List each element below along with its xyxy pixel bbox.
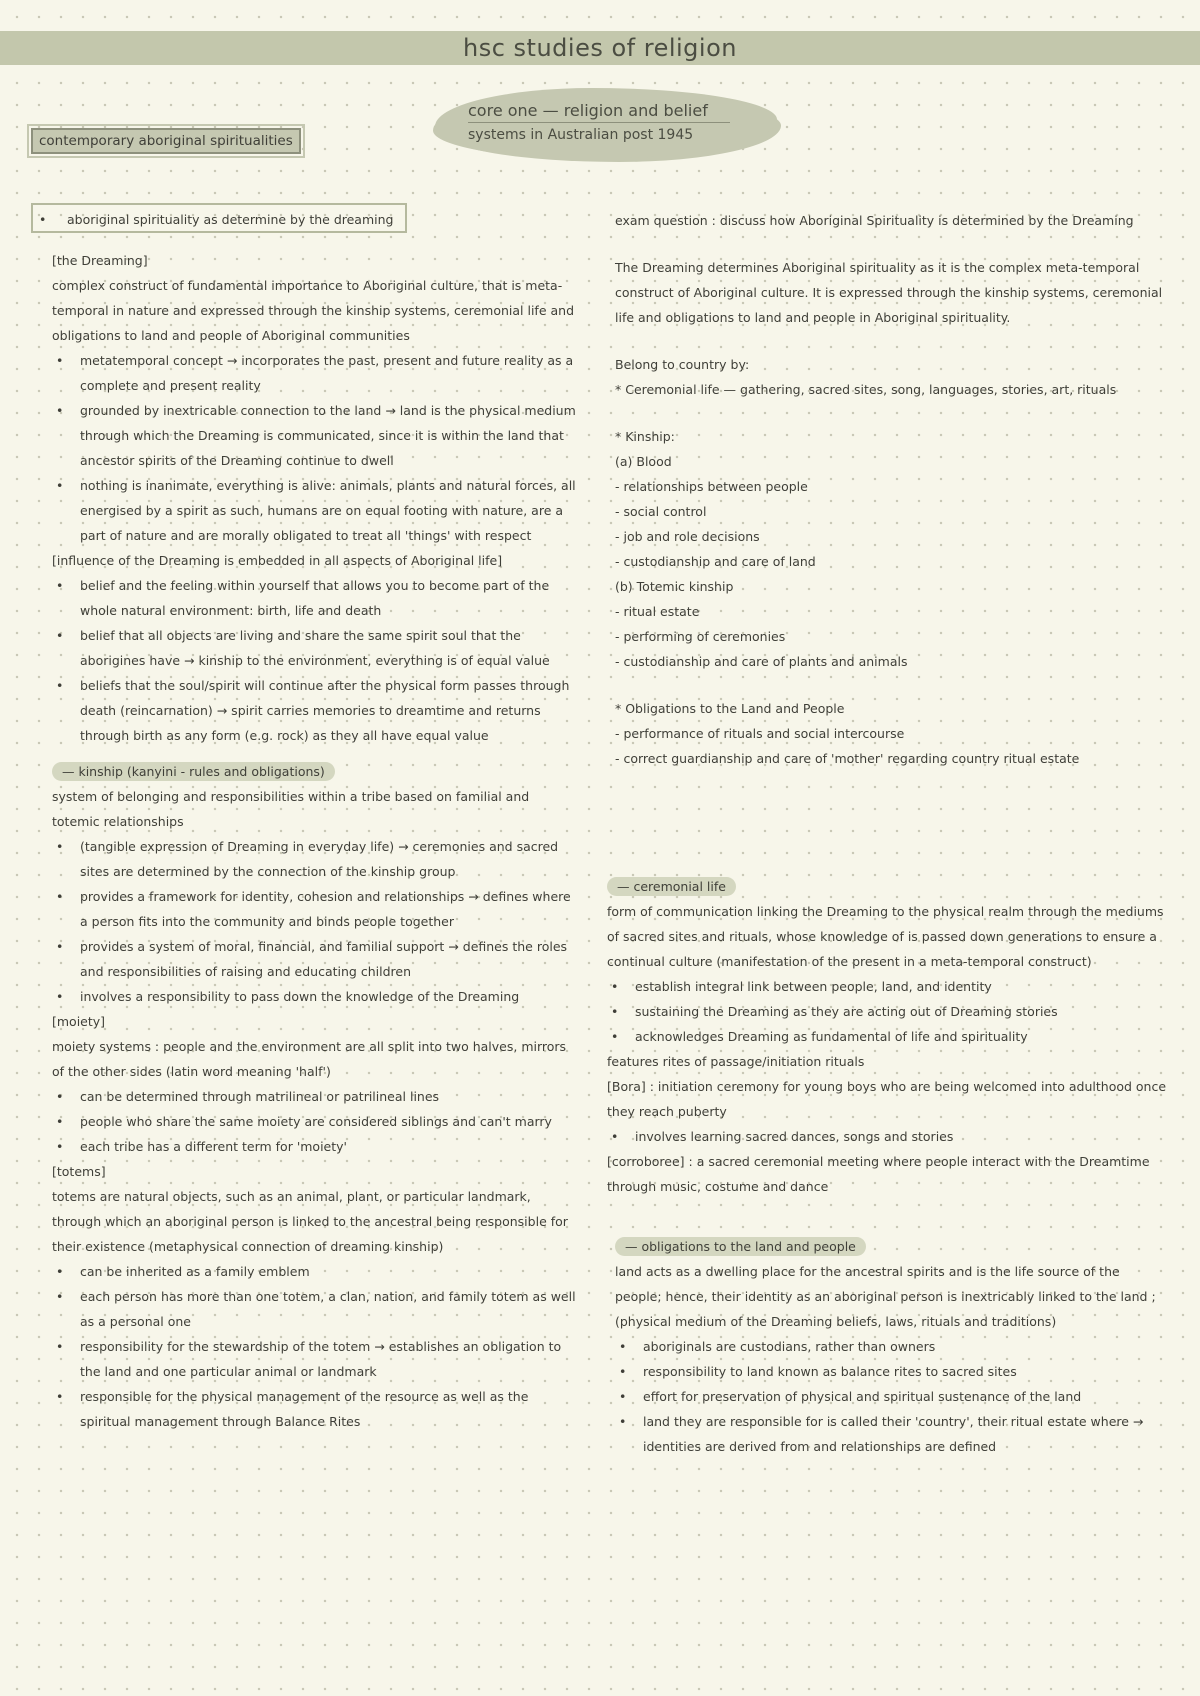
exam-question: exam question : discuss how Aboriginal Spirituality is determined by the Dreaming — [615, 213, 1134, 228]
moiety-tag: [moiety] — [52, 1014, 106, 1029]
kinship-line: (b) Totemic kinship — [615, 579, 734, 594]
page-title: hsc studies of religion — [0, 31, 1200, 65]
belong-ceremonial: * Ceremonial life — gathering, sacred sites, song, languages, stories, art, rituals — [615, 382, 1117, 397]
list-item: • each tribe has a different term for 'moiety' — [52, 1134, 580, 1159]
kinship-definition: system of belonging and responsibilities within a tribe based on familial and totemic relationships — [52, 789, 530, 829]
bullet-icon: • — [39, 212, 47, 227]
ceremonial-points — [607, 974, 1170, 1049]
list-item: • establish integral link between people, land, and identity — [607, 974, 1170, 999]
list-item: • (tangible expression of Dreaming in everyday life) → ceremonies and sacred sites are determined by the connection of the kinship group — [52, 834, 580, 884]
influence-points — [52, 573, 580, 748]
kinship-line: (a) Blood — [615, 454, 672, 469]
moiety-definition: moiety systems : people and the environment are all split into two halves, mirrors of the other sides (latin word meaning 'half') — [52, 1039, 567, 1079]
list-item: • effort for preservation of physical and spiritual sustenance of the land — [615, 1384, 1170, 1409]
land-points — [615, 1334, 1170, 1459]
list-item: • responsible for the physical management of the resource as well as the spiritual management through Balance Rites — [52, 1384, 580, 1434]
right-column — [607, 208, 1170, 1459]
kinship-line: - ritual estate — [615, 604, 700, 619]
list-item: • sustaining the Dreaming as they are acting out of Dreaming stories — [607, 999, 1170, 1024]
list-item: • responsibility to land known as balance rites to sacred sites — [615, 1359, 1170, 1384]
totems-definition: totems are natural objects, such as an animal, plant, or particular landmark, through which an aboriginal person is linked to the ancestral being responsible for their existence (metaphysical connection of dreaming kinship) — [52, 1189, 568, 1254]
list-item: • nothing is inanimate, everything is alive: animals, plants and natural forces, all energised by a spirit as such, humans are on equal footing with nature, are a part of nature and are morally obligated to treat all 'things' with respect — [52, 473, 580, 548]
dreaming-points — [52, 348, 580, 548]
list-item: • aboriginals are custodians, rather than owners — [615, 1334, 1170, 1359]
exam-answer: The Dreaming determines Aboriginal spirituality as it is the complex meta-temporal construct of Aboriginal culture. It is expressed through the kinship systems, ceremonial life and obligations to land and people in Aboriginal spirituality. — [615, 260, 1163, 325]
bora-points — [607, 1124, 1170, 1149]
list-item: • land they are responsible for is called their 'country', their ritual estate where → identities are derived from and relationships are defined — [615, 1409, 1170, 1459]
list-item: • beliefs that the soul/spirit will continue after the physical form passes through death (reincarnation) → spirit carries memories to dreamtime and returns through birth as any form (e.g. rock) as they all have equal value — [52, 673, 580, 748]
core-heading — [468, 100, 730, 146]
bora-line: [Bora] : initiation ceremony for young boys who are being welcomed into adulthood once they reach puberty — [607, 1079, 1167, 1119]
dreaming-definition: complex construct of fundamental importance to Aboriginal culture, that is meta-temporal in nature and expressed through the kinship systems, ceremonial life and obligations to land and people of Aboriginal communities — [52, 278, 575, 343]
list-item: • belief that all objects are living and share the same spirit soul that the aborigines have → kinship to the environment, everything is of equal value — [52, 623, 580, 673]
totems-points — [52, 1259, 580, 1434]
list-item: • can be determined through matrilineal or patrilineal lines — [52, 1084, 580, 1109]
list-item: • responsibility for the stewardship of the totem → establishes an obligation to the land and one particular animal or landmark — [52, 1334, 580, 1384]
kinship-line: - job and role decisions — [615, 529, 760, 544]
section-title-box — [31, 128, 301, 154]
kinship-line: - relationships between people — [615, 479, 808, 494]
kinship-line: * Kinship: — [615, 429, 675, 444]
obligation-line: * Obligations to the Land and People — [615, 701, 845, 716]
ceremonial-definition: form of communication linking the Dreaming to the physical realm through the mediums of sacred sites and rituals, whose knowledge of is passed down generations to ensure a continual culture (manifestation of the present in a meta-temporal construct) — [607, 904, 1164, 969]
list-item: • acknowledges Dreaming as fundamental of life and spirituality — [607, 1024, 1170, 1049]
list-item: • each person has more than one totem, a clan, nation, and family totem as well as a personal one — [52, 1284, 580, 1334]
land-heading: — obligations to the land and people — [615, 1237, 866, 1256]
list-item: • provides a system of moral, financial, and familial support → defines the roles and responsibilities of raising and educating children — [52, 934, 580, 984]
core-line-2: systems in Australian post 1945 — [468, 122, 730, 146]
list-item: • provides a framework for identity, cohesion and relationships → defines where a person fits into the community and binds people together — [52, 884, 580, 934]
influence-tag: [influence of the Dreaming is embedded in all aspects of Aboriginal life] — [52, 553, 503, 568]
kinship-line: - performing of ceremonies — [615, 629, 786, 644]
kinship-line: - custodianship and care of plants and animals — [615, 654, 908, 669]
land-definition: land acts as a dwelling place for the ancestral spirits and is the life source of the people; hence, their identity as an aboriginal person is inextricably linked to the land ; (physical medium of the Dreaming beliefs, laws, rituals and traditions) — [615, 1264, 1156, 1329]
list-item: • metatemporal concept → incorporates the past, present and future reality as a complete and present reality — [52, 348, 580, 398]
ceremonial-heading: — ceremonial life — [607, 877, 736, 896]
highlight-text: aboriginal spirituality as determine by the dreaming — [66, 212, 394, 227]
kinship-line: - custodianship and care of land — [615, 554, 816, 569]
rites-line: features rites of passage/initiation rituals — [607, 1054, 865, 1069]
list-item: • can be inherited as a family emblem — [52, 1259, 580, 1284]
kinship-line: - social control — [615, 504, 707, 519]
list-item: • involves a responsibility to pass down the knowledge of the Dreaming — [52, 984, 580, 1009]
moiety-points — [52, 1084, 580, 1159]
dreaming-tag: [the Dreaming] — [52, 253, 148, 268]
obligation-line: - correct guardianship and care of 'mother' regarding country ritual estate — [615, 751, 1080, 766]
section-title: contemporary aboriginal spiritualities — [39, 133, 293, 149]
kinship-points — [52, 834, 580, 1009]
left-column — [52, 248, 580, 1434]
kinship-heading: — kinship (kanyini - rules and obligations) — [52, 762, 335, 781]
corroboree-line: [corroboree] : a sacred ceremonial meeting where people interact with the Dreamtime through music, costume and dance — [607, 1154, 1150, 1194]
totems-tag: [totems] — [52, 1164, 106, 1179]
list-item: • belief and the feeling within yourself that allows you to become part of the whole natural environment: birth, life and death — [52, 573, 580, 623]
list-item: • involves learning sacred dances, songs and stories — [607, 1124, 1170, 1149]
belong-heading: Belong to country by: — [615, 357, 750, 372]
list-item: • people who share the same moiety are considered siblings and can't marry — [52, 1109, 580, 1134]
obligation-line: - performance of rituals and social intercourse — [615, 726, 905, 741]
list-item: • grounded by inextricable connection to the land → land is the physical medium through which the Dreaming is communicated, since it is within the land that ancestor spirits of the Dreaming continue to dwell — [52, 398, 580, 473]
highlight-box — [31, 203, 407, 233]
core-line-1: core one — religion and belief — [468, 101, 708, 120]
